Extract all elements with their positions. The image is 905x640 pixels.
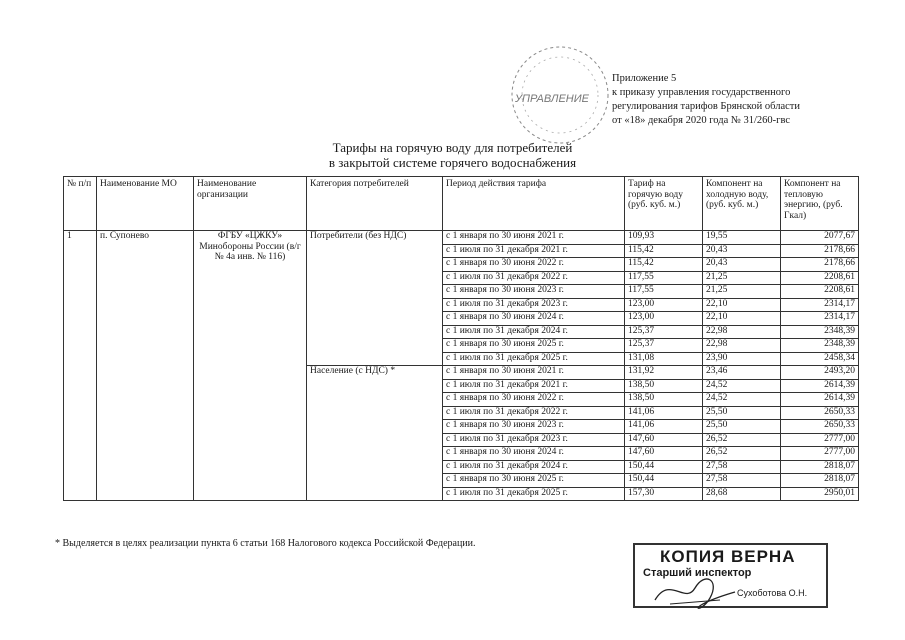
appendix-line: Приложение 5 [612,73,677,84]
tariff-cell: 150,44 [625,474,703,488]
period-cell: с 1 июля по 31 декабря 2023 г. [443,298,625,312]
cold-water-cell: 27,58 [703,460,781,474]
heat-energy-cell: 2077,67 [781,231,859,245]
tariff-cell: 138,50 [625,379,703,393]
table-header-row [64,177,859,231]
heat-energy-cell: 2208,61 [781,271,859,285]
header-cold: Компонент на холодную воду, (руб. куб. м.) [703,177,781,231]
document-title-line1: Тарифы на горячую воду для потребителей [332,140,573,155]
cold-water-cell: 22,98 [703,339,781,353]
tariff-cell: 141,06 [625,420,703,434]
heat-energy-cell: 2314,17 [781,298,859,312]
period-cell: с 1 июля по 31 декабря 2021 г. [443,244,625,258]
footnote: * Выделяется в целях реализации пункта 6 статьи 168 Налогового кодекса Российской Федерации. [55,538,476,549]
appendix-line: к приказу управления государственного [612,87,791,98]
heat-energy-cell: 2650,33 [781,406,859,420]
period-cell: с 1 июля по 31 декабря 2022 г. [443,271,625,285]
heat-energy-cell: 2178,66 [781,244,859,258]
header-num: № п/п [64,177,97,231]
period-cell: с 1 июля по 31 декабря 2024 г. [443,460,625,474]
tariff-cell: 138,50 [625,393,703,407]
official-seal [505,40,615,150]
tariff-cell: 125,37 [625,325,703,339]
row-number: 1 [64,231,97,501]
cold-water-cell: 23,90 [703,352,781,366]
appendix-line: от «18» декабря 2020 года № 31/260-гвс [612,115,791,126]
heat-energy-cell: 2777,00 [781,433,859,447]
period-cell: с 1 июля по 31 декабря 2025 г. [443,352,625,366]
period-cell: с 1 января по 30 июня 2022 г. [443,393,625,407]
document-title-line2: в закрытой системе горячего водоснабжения [328,155,577,170]
mo-name: п. Супонево [97,231,194,501]
period-cell: с 1 января по 30 июня 2023 г. [443,285,625,299]
period-cell: с 1 января по 30 июня 2022 г. [443,258,625,272]
tariff-cell: 147,60 [625,433,703,447]
heat-energy-cell: 2650,33 [781,420,859,434]
header-period: Период действия тарифа [443,177,625,231]
period-cell: с 1 января по 30 июня 2021 г. [443,231,625,245]
heat-energy-cell: 2818,07 [781,474,859,488]
heat-energy-cell: 2208,61 [781,285,859,299]
header-mo: Наименование МО [97,177,194,231]
heat-energy-cell: 2818,07 [781,460,859,474]
cold-water-cell: 20,43 [703,258,781,272]
tariffs-table [63,176,859,501]
cold-water-cell: 25,50 [703,406,781,420]
cold-water-cell: 20,43 [703,244,781,258]
heat-energy-cell: 2458,34 [781,352,859,366]
heat-energy-cell: 2348,39 [781,339,859,353]
period-cell: с 1 января по 30 июня 2025 г. [443,339,625,353]
cold-water-cell: 24,52 [703,379,781,393]
tariff-cell: 131,08 [625,352,703,366]
consumer-category: Потребители (без НДС) [307,231,443,366]
period-cell: с 1 июля по 31 декабря 2022 г. [443,406,625,420]
cold-water-cell: 22,98 [703,325,781,339]
appendix-line: регулирования тарифов Брянской области [612,101,800,112]
stamp-title: КОПИЯ ВЕРНА [660,547,796,566]
signature [650,570,740,610]
heat-energy-cell: 2493,20 [781,366,859,380]
heat-energy-cell: 2950,01 [781,487,859,501]
tariff-cell: 141,06 [625,406,703,420]
heat-energy-cell: 2614,39 [781,379,859,393]
period-cell: с 1 января по 30 июня 2024 г. [443,312,625,326]
stamp-position: Старший инспектор [643,567,752,579]
period-cell: с 1 июля по 31 декабря 2023 г. [443,433,625,447]
cold-water-cell: 22,10 [703,298,781,312]
tariff-cell: 125,37 [625,339,703,353]
period-cell: с 1 июля по 31 декабря 2024 г. [443,325,625,339]
header-category: Категория потребителей [307,177,443,231]
tariff-cell: 109,93 [625,231,703,245]
consumer-category: Население (с НДС) * [307,366,443,501]
organization-name: ФГБУ «ЦЖКУ» Минобороны России (в/г № 4а инв. № 116) [194,231,307,501]
period-cell: с 1 января по 30 июня 2025 г. [443,474,625,488]
tariff-cell: 150,44 [625,460,703,474]
heat-energy-cell: 2314,17 [781,312,859,326]
tariff-cell: 115,42 [625,244,703,258]
tariff-cell: 117,55 [625,271,703,285]
tariff-cell: 117,55 [625,285,703,299]
header-tariff: Тариф на горячую воду (руб. куб. м.) [625,177,703,231]
period-cell: с 1 июля по 31 декабря 2025 г. [443,487,625,501]
cold-water-cell: 24,52 [703,393,781,407]
cold-water-cell: 21,25 [703,285,781,299]
tariff-cell: 123,00 [625,298,703,312]
appendix-block [612,72,800,128]
period-cell: с 1 января по 30 июня 2023 г. [443,420,625,434]
seal-text: УПРАВЛЕНИЕ [515,93,589,105]
cold-water-cell: 25,50 [703,420,781,434]
cold-water-cell: 21,25 [703,271,781,285]
cold-water-cell: 28,68 [703,487,781,501]
heat-energy-cell: 2348,39 [781,325,859,339]
tariff-cell: 157,30 [625,487,703,501]
header-heat: Компонент на тепловую энергию, (руб. Гкал) [781,177,859,231]
tariff-cell: 115,42 [625,258,703,272]
table-row [64,231,859,245]
tariff-cell: 131,92 [625,366,703,380]
heat-energy-cell: 2614,39 [781,393,859,407]
header-org: Наименование организации [194,177,307,231]
period-cell: с 1 июля по 31 декабря 2021 г. [443,379,625,393]
period-cell: с 1 января по 30 июня 2021 г. [443,366,625,380]
period-cell: с 1 января по 30 июня 2024 г. [443,447,625,461]
tariff-cell: 123,00 [625,312,703,326]
cold-water-cell: 26,52 [703,447,781,461]
cold-water-cell: 22,10 [703,312,781,326]
tariff-cell: 147,60 [625,447,703,461]
heat-energy-cell: 2178,66 [781,258,859,272]
heat-energy-cell: 2777,00 [781,447,859,461]
cold-water-cell: 27,58 [703,474,781,488]
cold-water-cell: 26,52 [703,433,781,447]
stamp-name: Сухоботова О.Н. [737,588,808,598]
cold-water-cell: 23,46 [703,366,781,380]
cold-water-cell: 19,55 [703,231,781,245]
